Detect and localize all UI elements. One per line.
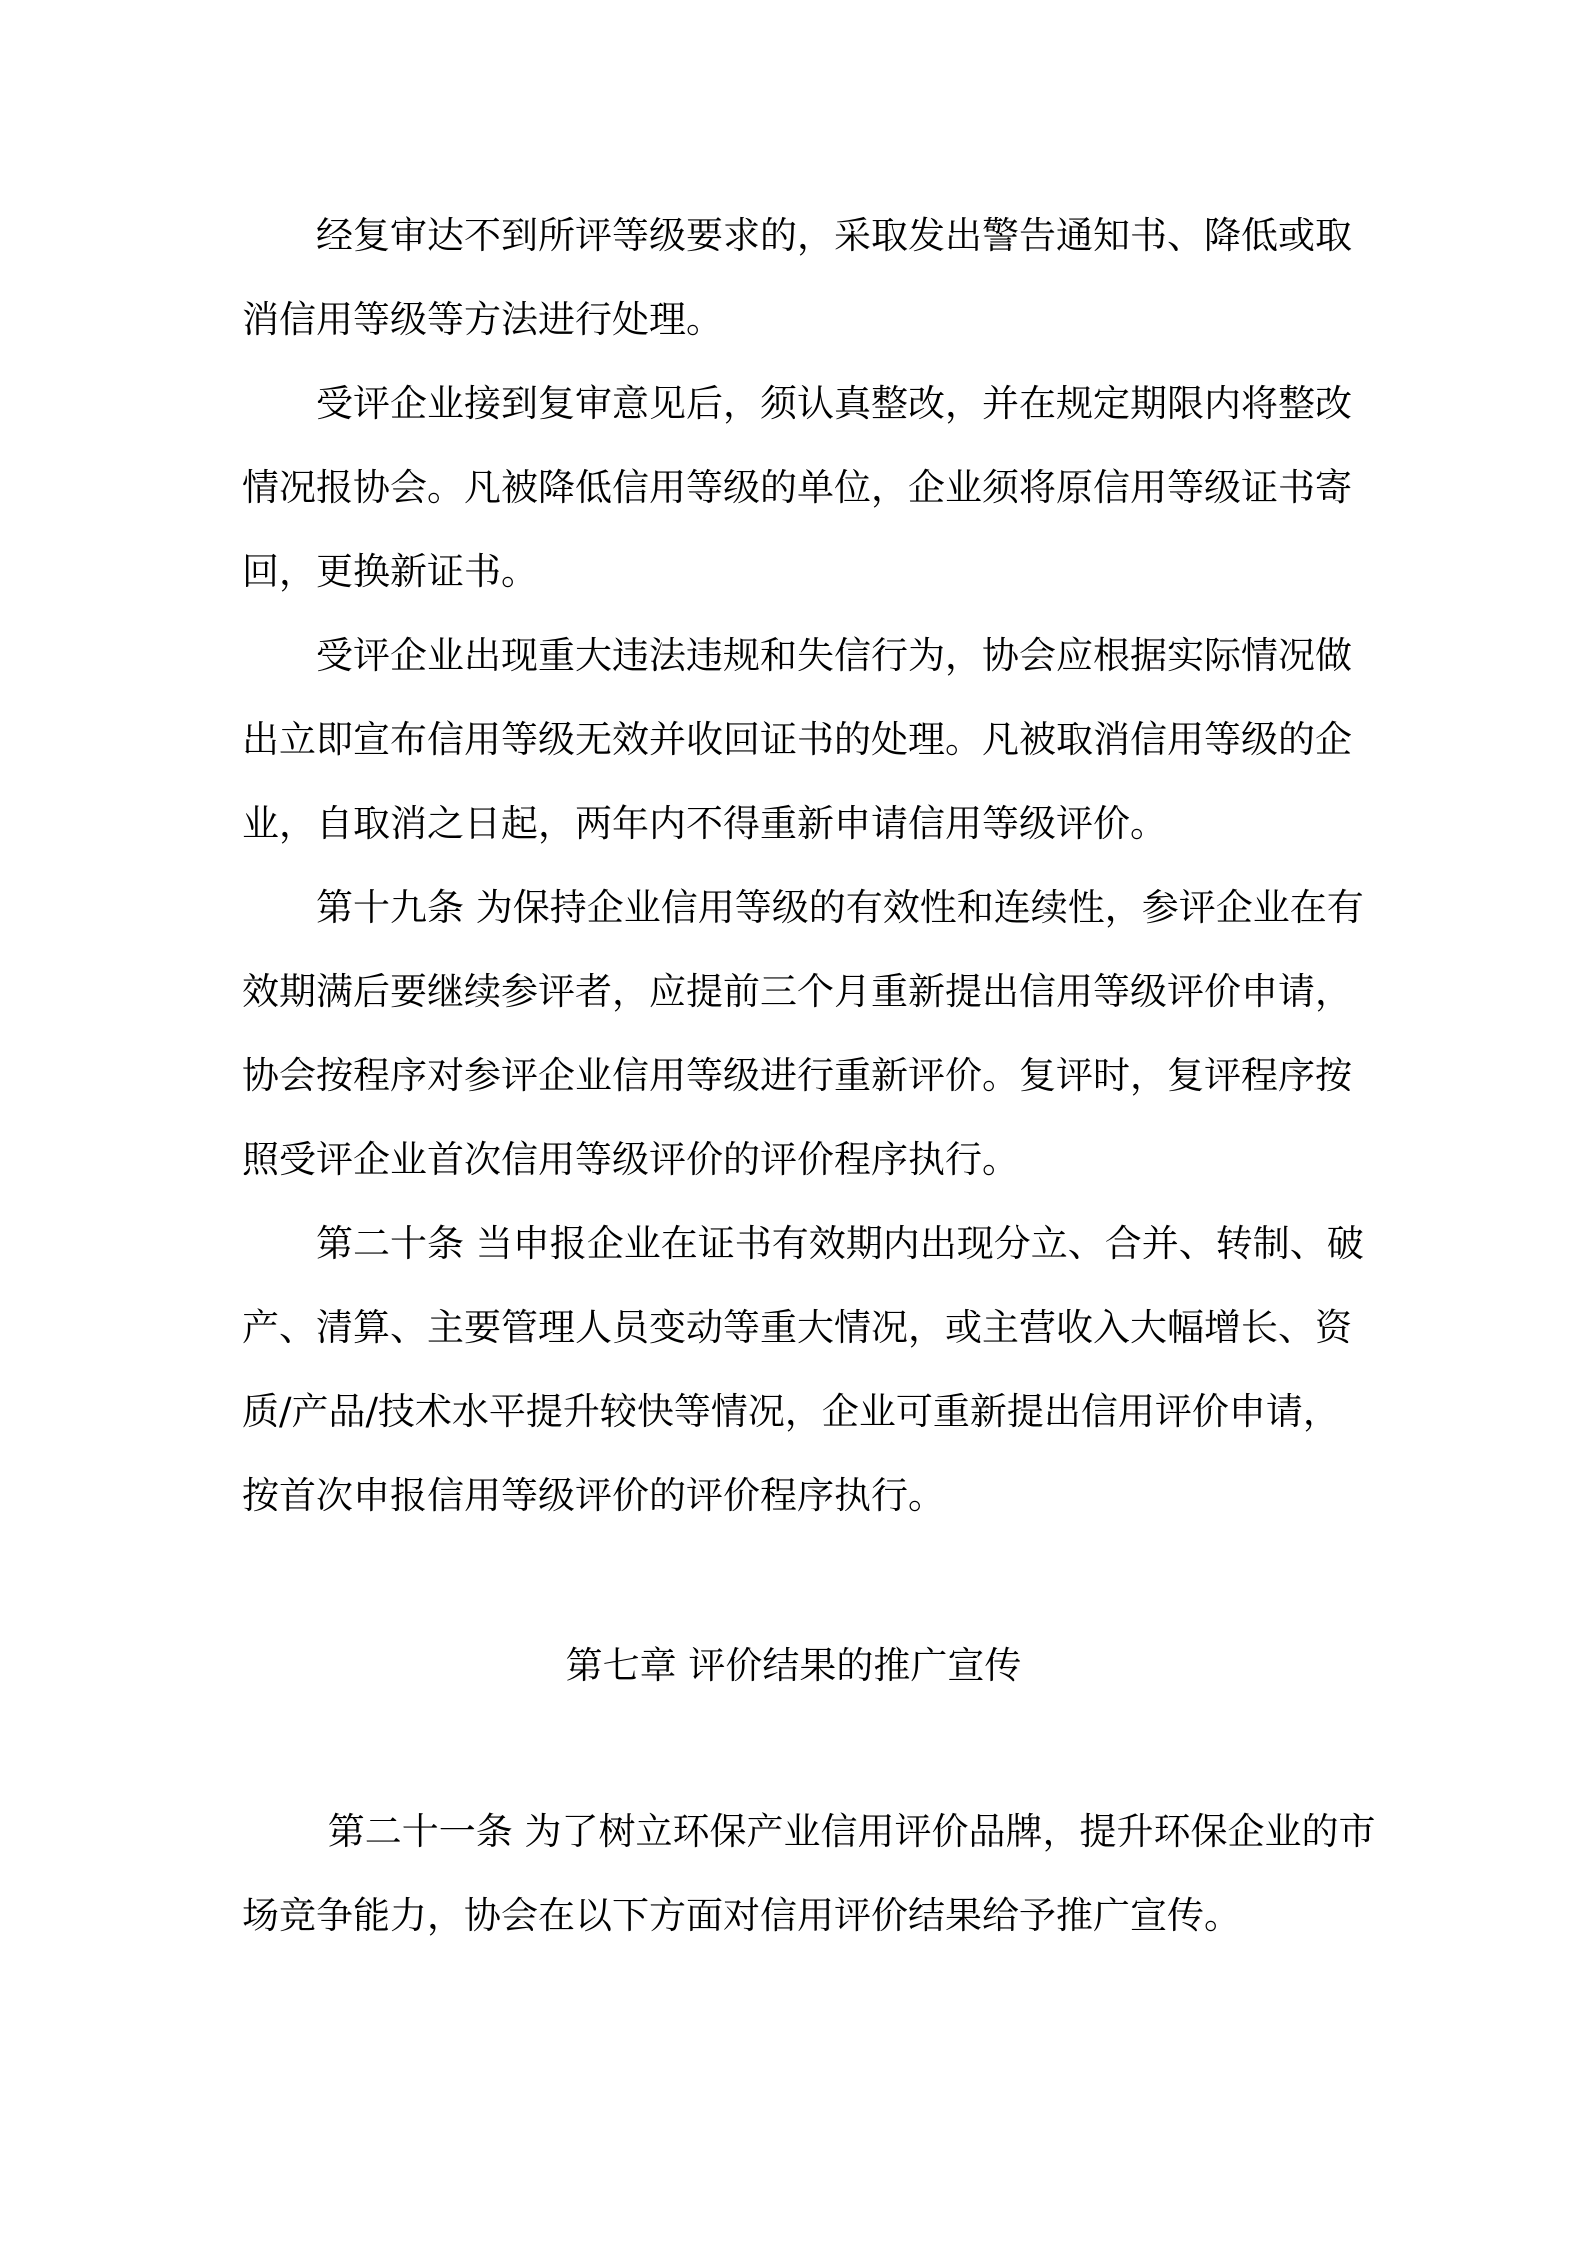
paragraph-2-line-2: 情况报协会。凡被降低信用等级的单位，企业须将原信用等级证书寄 xyxy=(242,466,1352,509)
article-21-line-2: 场竞争能力，协会在以下方面对信用评价结果给予推广宣传。 xyxy=(242,1894,1241,1937)
article-20-line-1: 第二十条 当申报企业在证书有效期内出现分立、合并、转制、破 xyxy=(242,1222,1364,1265)
article-20-line-3: 质/产品/技术水平提升较快等情况，企业可重新提出信用评价申请， xyxy=(242,1390,1340,1433)
paragraph-1-line-2: 消信用等级等方法进行处理。 xyxy=(242,298,723,341)
chapter-heading: 第七章 评价结果的推广宣传 xyxy=(565,1644,1022,1687)
article-19-line-2: 效期满后要继续参评者，应提前三个月重新提出信用等级评价申请， xyxy=(242,970,1352,1013)
paragraph-3-line-3: 业，自取消之日起，两年内不得重新申请信用等级评价。 xyxy=(242,802,1167,845)
article-19-line-4: 照受评企业首次信用等级评价的评价程序执行。 xyxy=(242,1138,1019,1181)
article-19-line-1: 第十九条 为保持企业信用等级的有效性和连续性，参评企业在有 xyxy=(242,886,1364,929)
paragraph-3-line-2: 出立即宣布信用等级无效并收回证书的处理。凡被取消信用等级的企 xyxy=(242,718,1352,761)
article-20-line-4: 按首次申报信用等级评价的评价程序执行。 xyxy=(242,1474,945,1517)
paragraph-2-line-1: 受评企业接到复审意见后，须认真整改，并在规定期限内将整改 xyxy=(242,382,1352,425)
paragraph-3-line-1: 受评企业出现重大违法违规和失信行为，协会应根据实际情况做 xyxy=(242,634,1352,677)
paragraph-1-line-1: 经复审达不到所评等级要求的，采取发出警告通知书、降低或取 xyxy=(242,214,1352,257)
article-21-line-1: 第二十一条 为了树立环保产业信用评价品牌，提升环保企业的市 xyxy=(242,1810,1376,1853)
article-19-line-3: 协会按程序对参评企业信用等级进行重新评价。复评时，复评程序按 xyxy=(242,1054,1352,1097)
article-20-line-2: 产、清算、主要管理人员变动等重大情况，或主营收入大幅增长、资 xyxy=(242,1306,1352,1349)
paragraph-2-line-3: 回，更换新证书。 xyxy=(242,550,538,593)
